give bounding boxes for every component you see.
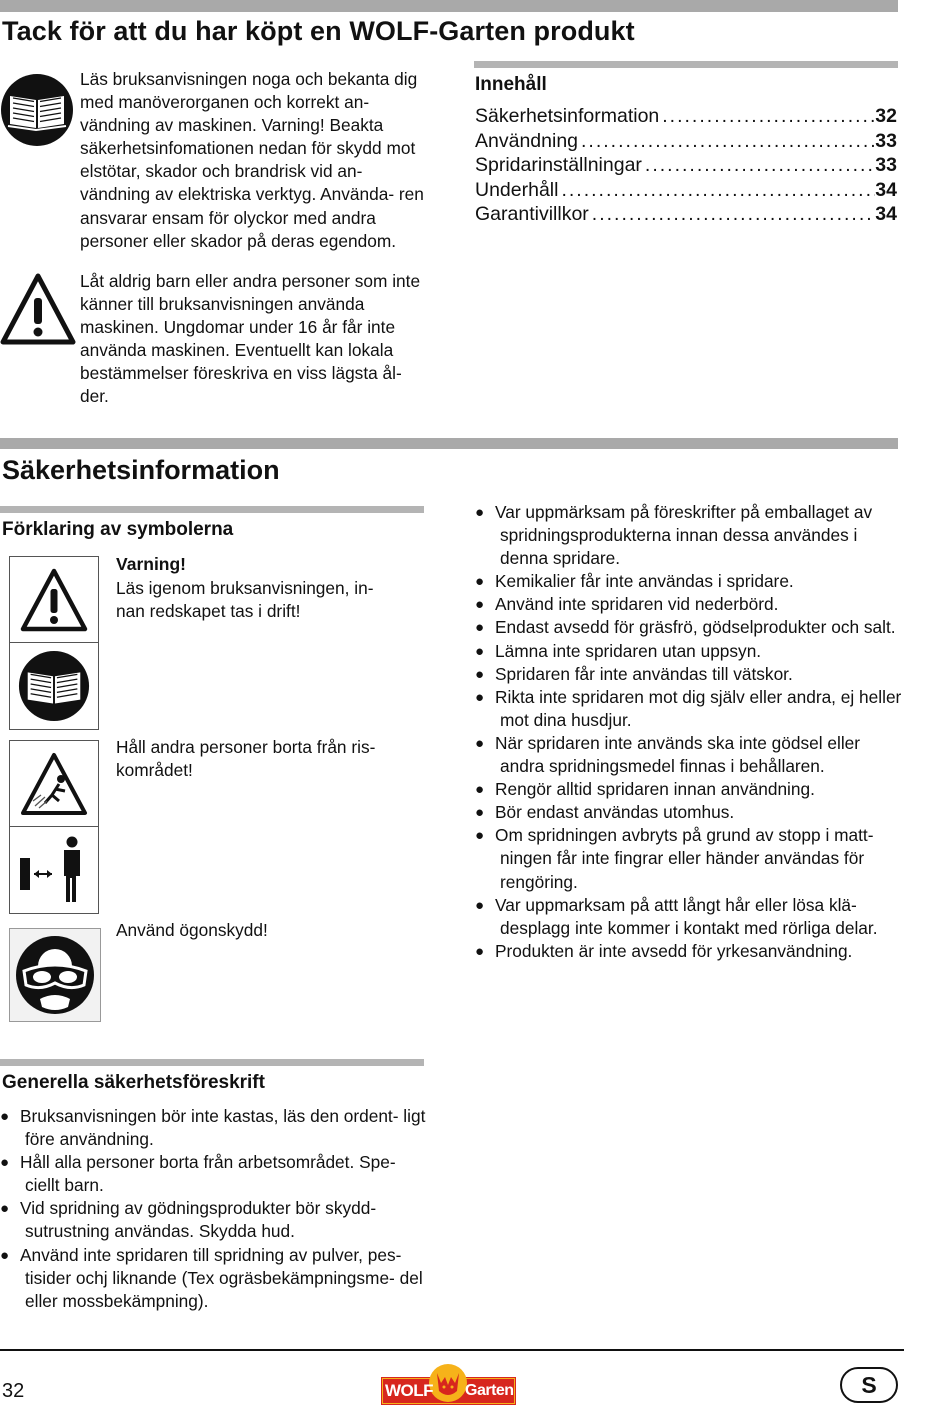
intro-manual-text: Läs bruksanvisningen noga och bekanta dig med manöverorganen och korrekt an- vändning av maskinen. Varning! Beakta säkerhetsinfomationen nedan för skydd mot elstötar, skador och brandrisk vid an- vändning av elektriska verktyg. Använda- ren ansvarar ensam för olyckor med andra personer eller skador på deras egendom. (80, 69, 424, 251)
list-item: ● Använd inte spridaren vid nederbörd. (475, 593, 903, 616)
toc-item[interactable]: Användning ..... 33 (475, 129, 897, 154)
logo-text-right: Garten (465, 1382, 514, 1399)
list-item: ● Spridaren får inte användas till vätskor. (475, 663, 903, 686)
general-bullet-list (0, 1105, 428, 1313)
toc-item[interactable]: Säkerhetsinformation ..... 32 (475, 104, 897, 129)
keep-distance-icon (10, 827, 98, 912)
symbol-keep-away-text: Håll andra personer borta från ris- kområdet! (116, 737, 376, 781)
general-rule (0, 1059, 424, 1066)
list-item: ● Bör endast användas utomhus. (475, 801, 903, 824)
list-item: ● Bruksanvisningen bör inte kastas, läs den ordent- ligt före användning. (0, 1105, 428, 1151)
symbols-rule (0, 506, 424, 513)
toc-item[interactable]: Spridarinställningar ..... 33 (475, 153, 897, 178)
toc-rule (474, 61, 898, 68)
warning-triangle-icon (0, 272, 76, 348)
table-of-contents (475, 104, 897, 227)
toc-item[interactable]: Underhåll ..... 34 (475, 178, 897, 203)
top-rule (0, 0, 898, 12)
page-number: 32 (2, 1380, 25, 1402)
book-icon (10, 643, 98, 728)
general-heading: Generella säkerhetsföreskrift (2, 1072, 265, 1093)
toc-title: Innehåll (475, 74, 547, 95)
symbol-group-warning-manual (9, 556, 99, 730)
page-title: Tack för att du har köpt en WOLF-Garten produkt (2, 16, 635, 46)
symbols-heading: Förklaring av symbolerna (2, 519, 234, 540)
list-item: ● Rikta inte spridaren mot dig själv eller andra, ej heller mot dina husdjur. (475, 686, 903, 732)
section-rule (0, 438, 898, 449)
list-item: ● Rengör alltid spridaren innan användning. (475, 778, 903, 801)
list-item: ● Var uppmarksam på attt långt hår eller lösa klä- desplagg inte kommer i kontakt med rörliga delar. (475, 894, 903, 940)
list-item: ● Vid spridning av gödningsprodukter bör skydd- sutrustning användas. Skydda hud. (0, 1197, 428, 1243)
intro-warning-text: Låt aldrig barn eller andra personer som inte känner till bruksanvisningen använda maskinen. Ungdomar under 16 år får inte använda maskinen. Eventuellt kan lokala bestämmelser föreskriva en viss lägsta ål- der. (80, 271, 421, 407)
toc-item[interactable]: Garantivillkor ..... 34 (475, 202, 897, 227)
list-item: ● Håll alla personer borta från arbetsområdet. Spe- ciellt barn. (0, 1151, 428, 1197)
list-item: ● Var uppmärksam på föreskrifter på emballaget av spridningsprodukterna innan dessa användes i denna spridare. (475, 501, 903, 570)
wolf-garten-logo (381, 1363, 516, 1407)
safety-bullet-list (475, 501, 903, 963)
symbol-warning-title: Varning! (116, 554, 187, 574)
warning-triangle-icon (10, 557, 98, 643)
list-item: ● Använd inte spridaren till spridning av pulver, pes- tisider ochj liknande (Tex ogräsbekämpningsme- del eller mossbekämpning). (0, 1244, 428, 1313)
language-badge: S (840, 1367, 898, 1403)
list-item: ● Produkten är inte avsedd för yrkesanvändning. (475, 940, 903, 963)
list-item: ● Lämna inte spridaren utan uppsyn. (475, 640, 903, 663)
list-item: ● Om spridningen avbryts på grund av stopp i matt- ningen får inte fingrar eller händer användas för rengöring. (475, 824, 903, 893)
symbol-eye-protection-text: Använd ögonskydd! (116, 920, 268, 940)
list-item: ● Endast avsedd för gräsfrö, gödselprodukter och salt. (475, 616, 903, 639)
eye-protection-icon (9, 928, 101, 1022)
list-item: ● Kemikalier får inte användas i spridare. (475, 570, 903, 593)
section-heading-safety: Säkerhetsinformation (2, 455, 280, 485)
symbol-warning-text: Läs igenom bruksanvisningen, in- nan redskapet tas i drift! (116, 578, 374, 622)
symbol-group-keep-away (9, 740, 99, 914)
list-item: ● När spridaren inte används ska inte gödsel eller andra spridningsmedel finnas i behållaren. (475, 732, 903, 778)
book-icon (0, 72, 74, 148)
thrown-objects-warning-icon (10, 741, 98, 827)
logo-text-left: WOLF (385, 1381, 434, 1400)
footer-rule (0, 1349, 904, 1351)
